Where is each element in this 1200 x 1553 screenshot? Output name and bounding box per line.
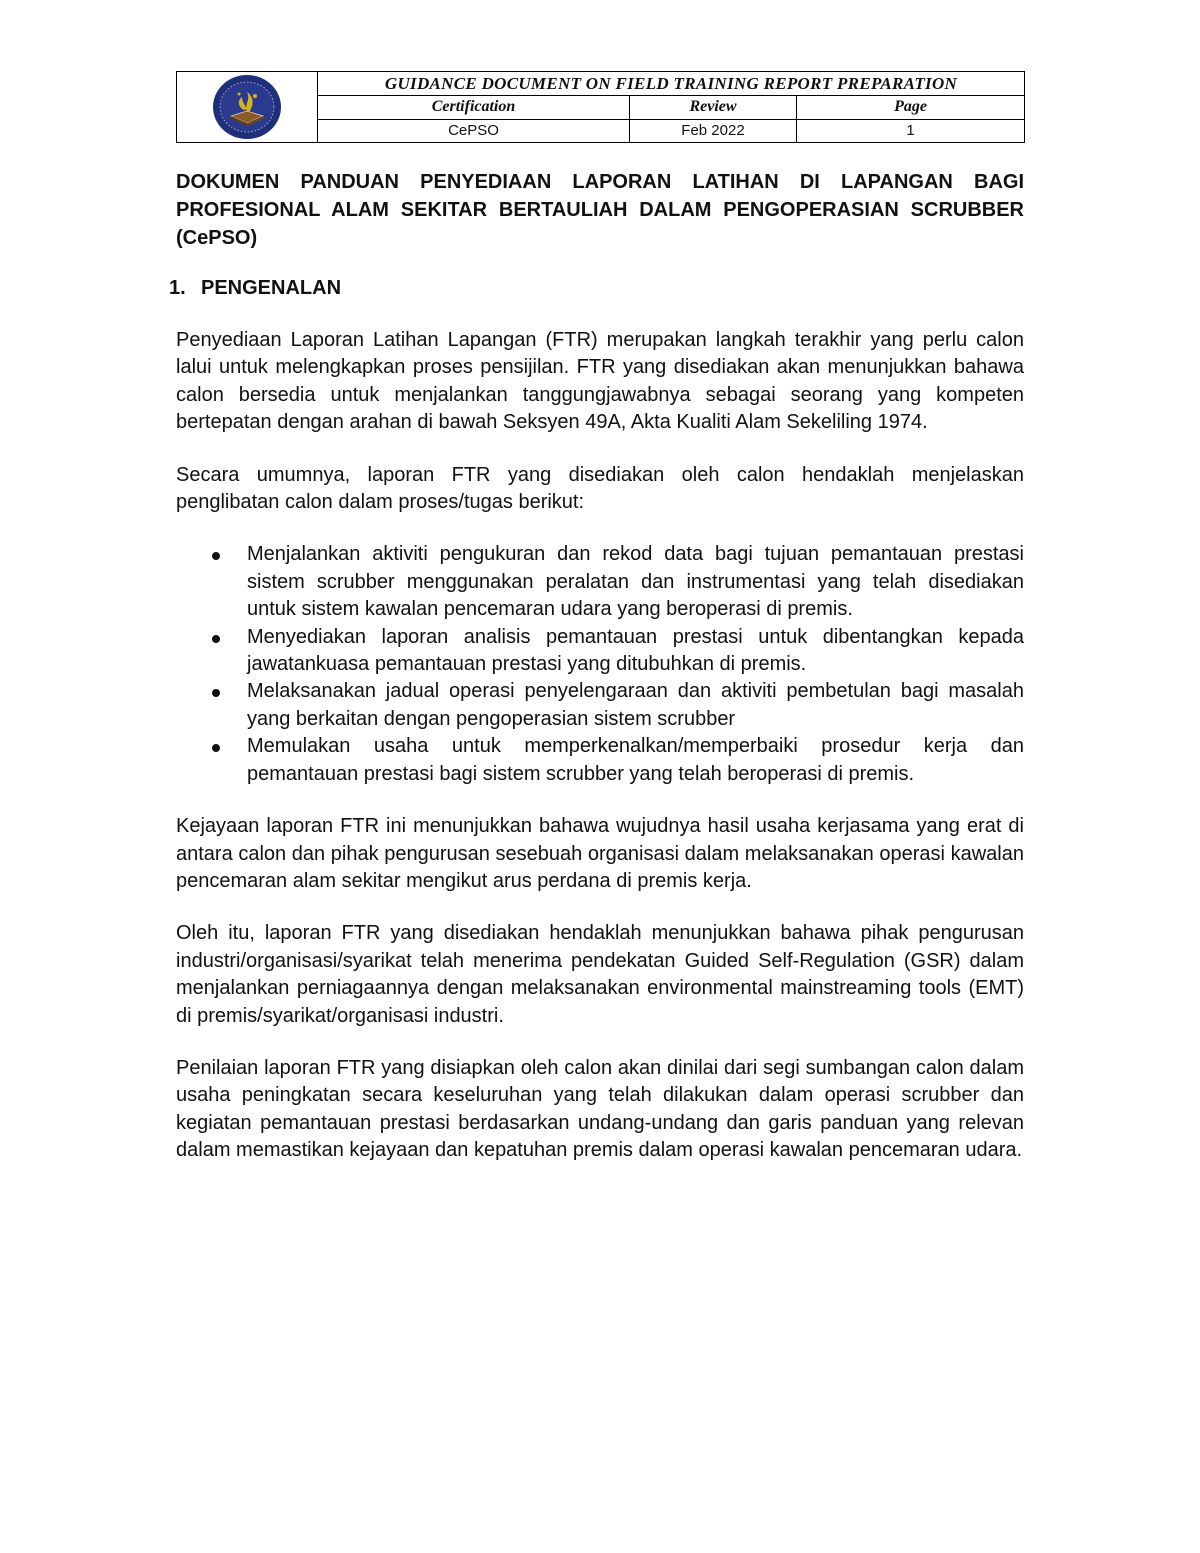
label-page: Page bbox=[894, 98, 927, 116]
list-item-text: Melaksanakan jadual operasi penyelengaraan dan aktiviti pembetulan bagi masalah yang berkaitan dengan pengoperasian sistem scrubber bbox=[247, 680, 1024, 730]
header-title: GUIDANCE DOCUMENT ON FIELD TRAINING REPORT PREPARATION bbox=[318, 72, 1024, 96]
bullet-icon bbox=[212, 689, 220, 697]
bullet-icon bbox=[212, 744, 220, 752]
list-item-text: Menyediakan laporan analisis pemantauan prestasi untuk dibentangkan kepada jawatankuasa pemantauan prestasi yang ditubuhkan di premis. bbox=[247, 625, 1024, 676]
paragraph-outro-1: Kejayaan laporan FTR ini menunjukkan bahawa wujudnya hasil usaha kerjasama yang erat di antara calon dan pihak pengurusan sesebuah organisasi dalam melaksanakan operasi kawalan pencemaran alam sekitar mengikut arus perdana di premis kerja. bbox=[176, 815, 1024, 892]
paragraph-intro-1: Penyediaan Laporan Latihan Lapangan (FTR) merupakan langkah terakhir yang perlu calon lalui untuk melengkapkan proses pensijilan. FTR yang disediakan akan menunjukkan bahawa calon bersedia untuk menjalankan tanggungjawabnya sebagai seorang yang kompeten bertepatan dengan arahan di bawah Seksyen 49A, Akta Kualiti Alam Sekeliling 1974. bbox=[176, 329, 1024, 434]
section-number: 1. bbox=[169, 277, 186, 299]
list-item bbox=[176, 733, 1024, 788]
document-title: DOKUMEN PANDUAN PENYEDIAAN LAPORAN LATIHAN DI LAPANGAN BAGI PROFESIONAL ALAM SEKITAR BERTAULIAH DALAM PENGOPERASIAN SCRUBBER (CePSO) bbox=[176, 171, 1024, 249]
list-item bbox=[176, 624, 1024, 679]
header-labels-row bbox=[318, 96, 1024, 120]
bullet-icon bbox=[212, 552, 220, 560]
paragraph-outro-3: Penilaian laporan FTR yang disiapkan oleh calon akan dinilai dari segi sumbangan calon dalam usaha peningkatan secara keseluruhan yang telah dilakukan dalam operasi scrubber dan kegiatan pemantauan prestasi berdasarkan undang-undang dan garis panduan yang relevan dalam memastikan kejayaan dan kepatuhan premis dalam operasi kawalan pencemaran udara. bbox=[176, 1056, 1024, 1162]
logo-cell bbox=[177, 72, 318, 142]
value-review: Feb 2022 bbox=[681, 122, 745, 140]
section-heading bbox=[169, 274, 1024, 302]
bullet-list bbox=[176, 541, 1024, 788]
label-review: Review bbox=[689, 98, 737, 116]
list-item-text: Menjalankan aktiviti pengukuran dan rekod data bagi tujuan pemantauan prestasi sistem scrubber menggunakan peralatan dan instrumentasi yang telah disediakan untuk sistem kawalan pencemaran udara yang beroperasi di premis. bbox=[247, 543, 1024, 621]
document-body bbox=[169, 168, 1024, 1165]
header-values-row bbox=[318, 120, 1024, 143]
list-item-text: Memulakan usaha untuk memperkenalkan/memperbaiki prosedur kerja dan pemantauan prestasi bagi sistem scrubber yang telah beroperasi di premis. bbox=[247, 735, 1024, 785]
document-header-table bbox=[176, 71, 1025, 143]
header-info bbox=[318, 72, 1024, 142]
section-title: PENGENALAN bbox=[201, 277, 342, 299]
value-page: 1 bbox=[906, 122, 915, 140]
paragraph-intro-2: Secara umumnya, laporan FTR yang disediakan oleh calon hendaklah menjelaskan penglibatan calon dalam proses/tugas berikut: bbox=[176, 463, 1024, 514]
organization-seal-logo bbox=[211, 74, 283, 140]
label-certification: Certification bbox=[431, 98, 516, 116]
value-certification: CePSO bbox=[448, 122, 499, 140]
paragraph-outro-2: Oleh itu, laporan FTR yang disediakan hendaklah menunjukkan bahawa pihak pengurusan industri/organisasi/syarikat telah menerima pendekatan Guided Self-Regulation (GSR) dalam menjalankan perniagaannya dengan melaksanakan environmental mainstreaming tools (EMT) di premis/syarikat/organisasi industri. bbox=[176, 922, 1024, 1027]
bullet-icon bbox=[212, 635, 220, 643]
list-item bbox=[176, 678, 1024, 733]
list-item bbox=[176, 541, 1024, 623]
